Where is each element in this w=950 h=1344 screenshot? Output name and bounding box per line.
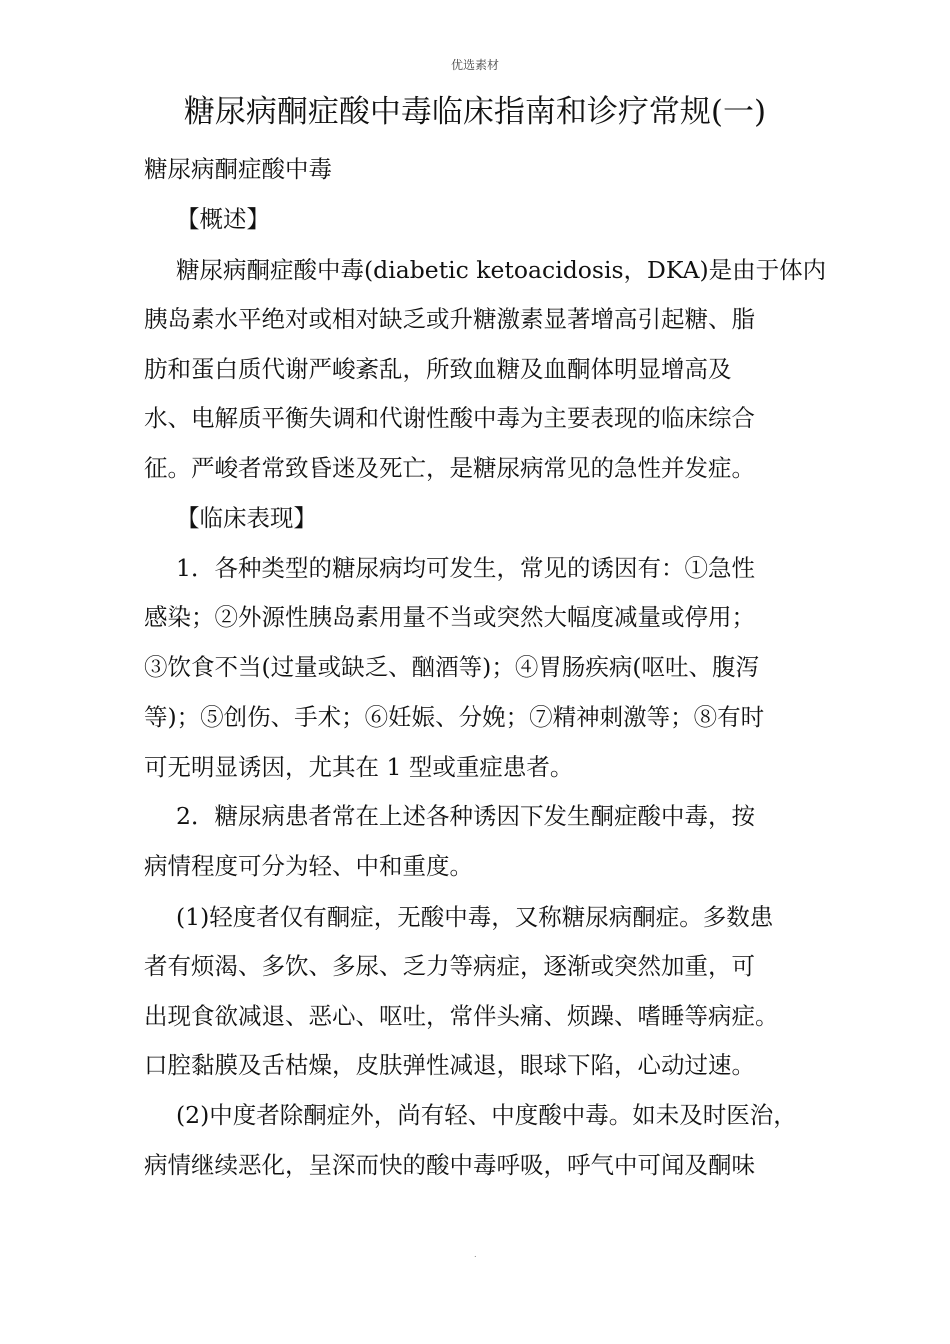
document-subtitle: 糖尿病酮症酸中毒 — [144, 155, 332, 183]
paragraph-line: 肪和蛋白质代谢严峻紊乱，所致血糖及血酮体明显增高及 — [144, 355, 732, 383]
paragraph-line: 病情继续恶化，呈深而快的酸中毒呼吸，呼气中可闻及酮味 — [144, 1151, 755, 1179]
page-footer: . — [474, 1250, 477, 1259]
paragraph-line: 出现食欲减退、恶心、呕吐，常伴头痛、烦躁、嗜睡等病症。 — [144, 1002, 779, 1030]
paragraph-line: 口腔黏膜及舌枯燥，皮肤弹性减退，眼球下陷，心动过速。 — [144, 1051, 755, 1079]
paragraph-line: 病情程度可分为轻、中和重度。 — [144, 852, 473, 880]
section-heading-clinical: 【临床表现】 — [176, 504, 317, 532]
paragraph-line: 胰岛素水平绝对或相对缺乏或升糖激素显著增高引起糖、脂 — [144, 305, 755, 333]
paragraph-line: 糖尿病酮症酸中毒(diabetic ketoacidosis，DKA)是由于体内 — [176, 256, 827, 284]
paragraph-line: (2)中度者除酮症外，尚有轻、中度酸中毒。如未及时医治， — [176, 1101, 797, 1129]
section-heading-overview: 【概述】 — [176, 205, 270, 233]
paragraph-line: 等)；⑤创伤、手术；⑥妊娠、分娩；⑦精神刺激等；⑧有时 — [144, 703, 765, 731]
paragraph-line: 水、电解质平衡失调和代谢性酸中毒为主要表现的临床综合 — [144, 404, 755, 432]
paragraph-line: ③饮食不当(过量或缺乏、酗酒等)；④胃肠疾病(呕吐、腹泻 — [144, 653, 760, 681]
paragraph-line: 感染；②外源性胰岛素用量不当或突然大幅度减量或停用； — [144, 603, 755, 631]
document-title: 糖尿病酮症酸中毒临床指南和诊疗常规(一) — [183, 94, 767, 130]
paragraph-line: 可无明显诱因，尤其在 1 型或重症患者。 — [144, 753, 574, 781]
paragraph-line: 1．各种类型的糖尿病均可发生，常见的诱因有：①急性 — [176, 554, 755, 582]
paragraph-line: (1)轻度者仅有酮症，无酸中毒，又称糖尿病酮症。多数患 — [176, 903, 774, 931]
paragraph-line: 征。严峻者常致昏迷及死亡，是糖尿病常见的急性并发症。 — [144, 454, 755, 482]
paragraph-line: 2．糖尿病患者常在上述各种诱因下发生酮症酸中毒，按 — [176, 802, 755, 830]
paragraph-line: 者有烦渴、多饮、多尿、乏力等病症，逐渐或突然加重，可 — [144, 952, 755, 980]
page-header: 优选素材 — [450, 58, 499, 72]
